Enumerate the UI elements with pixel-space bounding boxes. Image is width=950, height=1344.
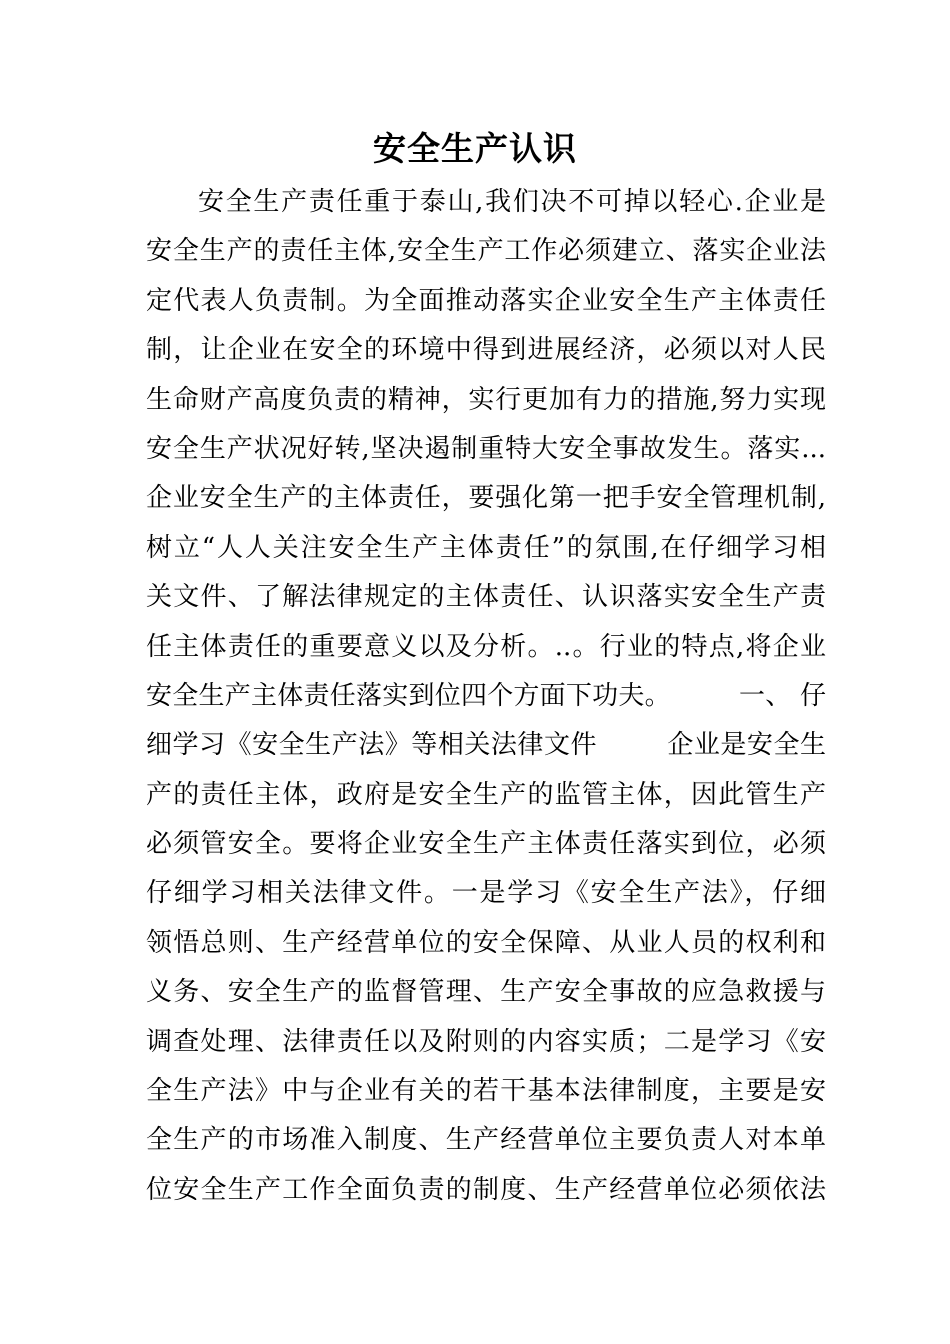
body-line: 树立“人人关注安全生产主体责任”的氛围,在仔细学习相 [146, 532, 826, 563]
body-line: 必须管安全。要将企业安全生产主体责任落实到位，必须 [146, 829, 826, 860]
document-body [146, 178, 826, 1215]
body-line: 细学习《安全生产法》等相关法律文件 企业是安全生 [146, 730, 826, 761]
body-line: 安全生产的责任主体,安全生产工作必须建立、落实企业法 [146, 236, 826, 267]
body-line: 任主体责任的重要意义以及分析。..。行业的特点,将企业 [146, 631, 826, 662]
body-line: 安全生产责任重于泰山,我们决不可掉以轻心.企业是 [198, 187, 826, 217]
body-line: 全生产法》中与企业有关的若干基本法律制度，主要是安 [146, 1076, 826, 1107]
body-line: 领悟总则、生产经营单位的安全保障、从业人员的权利和 [146, 927, 826, 958]
body-line: 关文件、了解法律规定的主体责任、认识落实安全生产责 [146, 582, 826, 613]
body-line: 仔细学习相关法律文件。一是学习《安全生产法》，仔细 [146, 878, 826, 909]
body-line: 安全生产状况好转,坚决遏制重特大安全事故发生。落实... [146, 433, 826, 464]
body-line: 企业安全生产的主体责任，要强化第一把手安全管理机制, [146, 483, 826, 514]
body-line: 定代表人负责制。为全面推动落实企业安全生产主体责任 [146, 285, 826, 316]
body-line: 生命财产高度负责的精神，实行更加有力的措施,努力实现 [146, 384, 826, 415]
body-line: 安全生产主体责任落实到位四个方面下功夫。 一、 仔 [146, 680, 826, 711]
body-line: 义务、安全生产的监督管理、生产安全事故的应急救援与 [146, 977, 826, 1008]
body-line: 制，让企业在安全的环境中得到进展经济，必须以对人民 [146, 335, 826, 366]
body-line: 全生产的市场准入制度、生产经营单位主要负责人对本单 [146, 1125, 826, 1156]
body-line: 位安全生产工作全面负责的制度、生产经营单位必须依法 [146, 1174, 826, 1205]
body-line: 调查处理、法律责任以及附则的内容实质；二是学习《安 [146, 1026, 826, 1057]
document-title: 安全生产认识 [373, 129, 577, 168]
body-line: 产的责任主体，政府是安全生产的监管主体，因此管生产 [146, 779, 826, 810]
